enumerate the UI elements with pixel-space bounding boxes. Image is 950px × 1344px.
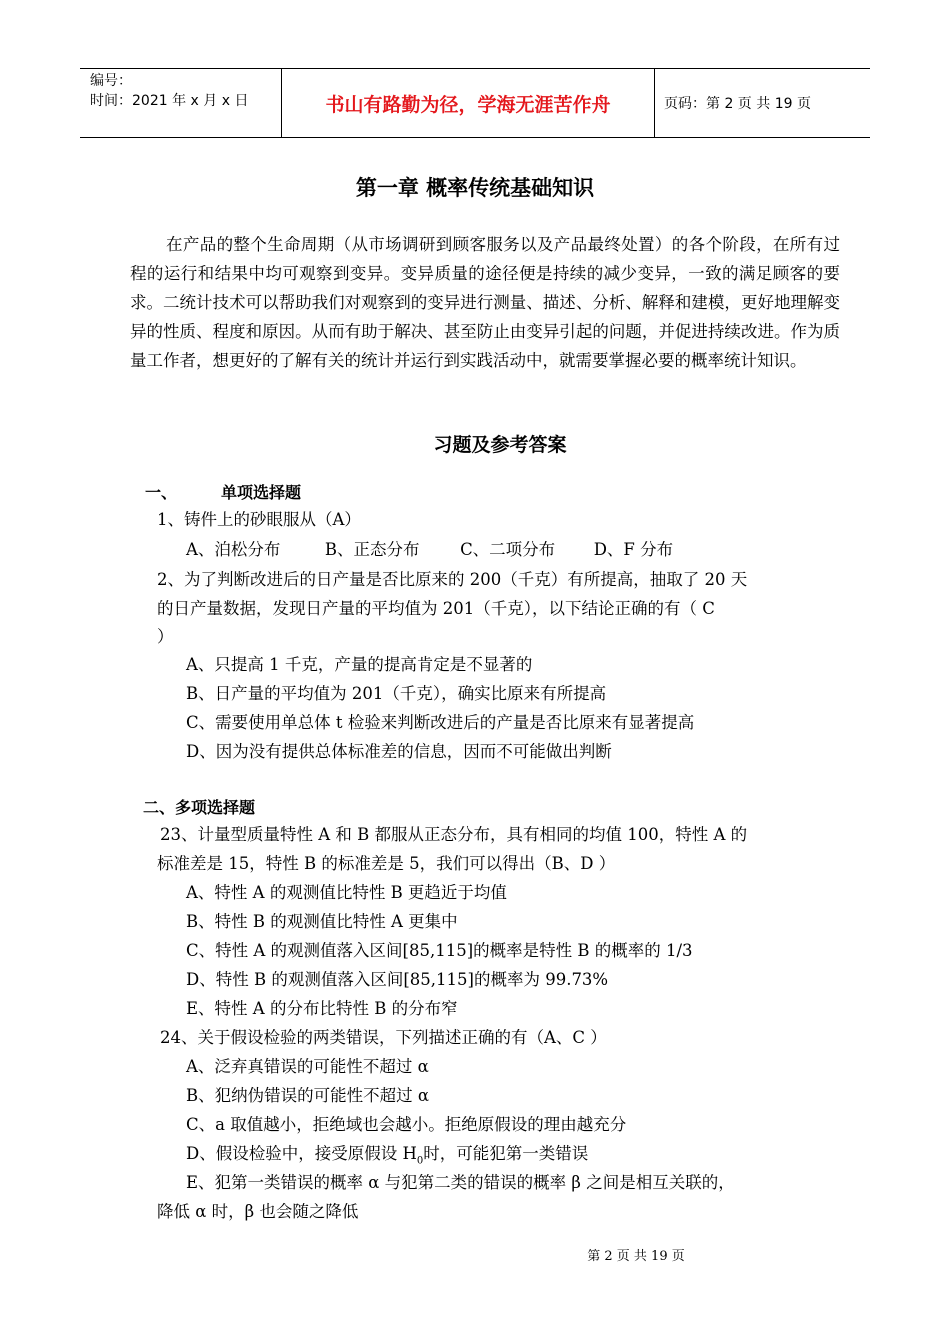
section-single-choice	[145, 478, 301, 507]
question-2-option-d: D、因为没有提供总体标准差的信息，因而不可能做出判断	[186, 742, 612, 761]
time-label: 时间：2021 年 x 月 x 日	[90, 93, 249, 109]
section-number: 一、	[145, 483, 178, 502]
question-2-option-a: A、只提高 1 千克，产量的提高肯定是不显著的	[186, 655, 533, 674]
question-24-option-a: A、泛弃真错误的可能性不超过 α	[186, 1057, 429, 1076]
subscript-zero: 0	[416, 1155, 424, 1167]
option-c: C、二项分布	[460, 540, 556, 559]
section-multiple-choice: 二、多项选择题	[143, 798, 256, 817]
header-table	[80, 68, 870, 138]
question-2-stem-line-3: ）	[157, 627, 174, 646]
question-2-stem-line-1: 2、为了判断改进后的日产量是否比原来的 200（千克）有所提高，抽取了 20 天	[157, 570, 748, 589]
option-b: B、正态分布	[324, 540, 420, 559]
question-1-options	[186, 535, 673, 564]
question-23-option-a: A、特性 A 的观测值比特性 B 更趋近于均值	[186, 883, 507, 902]
option-d: D、F 分布	[593, 540, 674, 559]
question-2-option-c: C、需要使用单总体 t 检验来判断改进后的产量是否比原来有显著提高	[186, 713, 695, 732]
question-24-option-b: B、犯纳伪错误的可能性不超过 α	[186, 1086, 430, 1105]
page-footer: 第 2 页 共 19 页	[587, 1249, 685, 1264]
question-2-stem-line-2: 的日产量数据，发现日产量的平均值为 201（千克），以下结论正确的有（ C	[157, 599, 715, 618]
section-title: 单项选择题	[221, 483, 302, 502]
exercises-title: 习题及参考答案	[433, 434, 567, 456]
question-24-option-e-line-1: E、犯第一类错误的概率 α 与犯第二类的错误的概率 β 之间是相互关联的，	[186, 1173, 735, 1192]
question-1-stem: 1、铸件上的砂眼服从（A）	[157, 510, 361, 529]
option-d-text-end: 时，可能犯第一类错误	[423, 1144, 589, 1163]
chapter-title: 第一章 概率传统基础知识	[355, 176, 595, 200]
option-a: A、泊松分布	[186, 540, 281, 559]
question-24-option-c: C、a 取值越小，拒绝域也会越小。拒绝原假设的理由越充分	[186, 1115, 627, 1134]
question-2-option-b: B、日产量的平均值为 201（千克），确实比原来有所提高	[186, 684, 607, 703]
header-meta-cell	[80, 69, 281, 137]
question-23-option-d: D、特性 B 的观测值落入区间[85,115]的概率为 99.73%	[186, 970, 609, 989]
question-23-option-e: E、特性 A 的分布比特性 B 的分布窄	[186, 999, 458, 1018]
option-d-text: D、假设检验中，接受原假设 H	[186, 1144, 417, 1163]
question-24-stem: 24、关于假设检验的两类错误，下列描述正确的有（A、C ）	[160, 1028, 607, 1047]
intro-paragraph: 在产品的整个生命周期（从市场调研到顾客服务以及产品最终处置）的各个阶段，在所有过程的运行和结果中均可观察到变异。变异质量的途径便是持续的减少变异，一致的满足顾客的要求。二统计技术可以帮助我们对观察到的变异进行测量、描述、分析、解释和建模，更好地理解变异的性质、程度和原因。从而有助于解决、甚至防止由变异引起的问题，并促进持续改进。作为质量工作者，想更好的了解有关的统计并运行到实践活动中，就需要掌握必要的概率统计知识。	[130, 235, 840, 370]
question-24-option-e-line-2: 降低 α 时，β 也会随之降低	[157, 1202, 359, 1221]
page-info: 页码：第 2 页 共 19 页	[664, 96, 811, 112]
number-label: 编号：	[90, 73, 132, 89]
question-23-option-c: C、特性 A 的观测值落入区间[85,115]的概率是特性 B 的概率的 1/3	[186, 941, 693, 960]
question-23-stem-line-2: 标准差是 15，特性 B 的标准差是 5，我们可以得出（B、D ）	[157, 854, 616, 873]
question-23-option-b: B、特性 B 的观测值比特性 A 更集中	[186, 912, 458, 931]
question-23-stem-line-1: 23、计量型质量特性 A 和 B 都服从正态分布，具有相同的均值 100，特性 A 的	[160, 825, 748, 844]
motto: 书山有路勤为径，学海无涯苦作舟	[281, 69, 655, 137]
